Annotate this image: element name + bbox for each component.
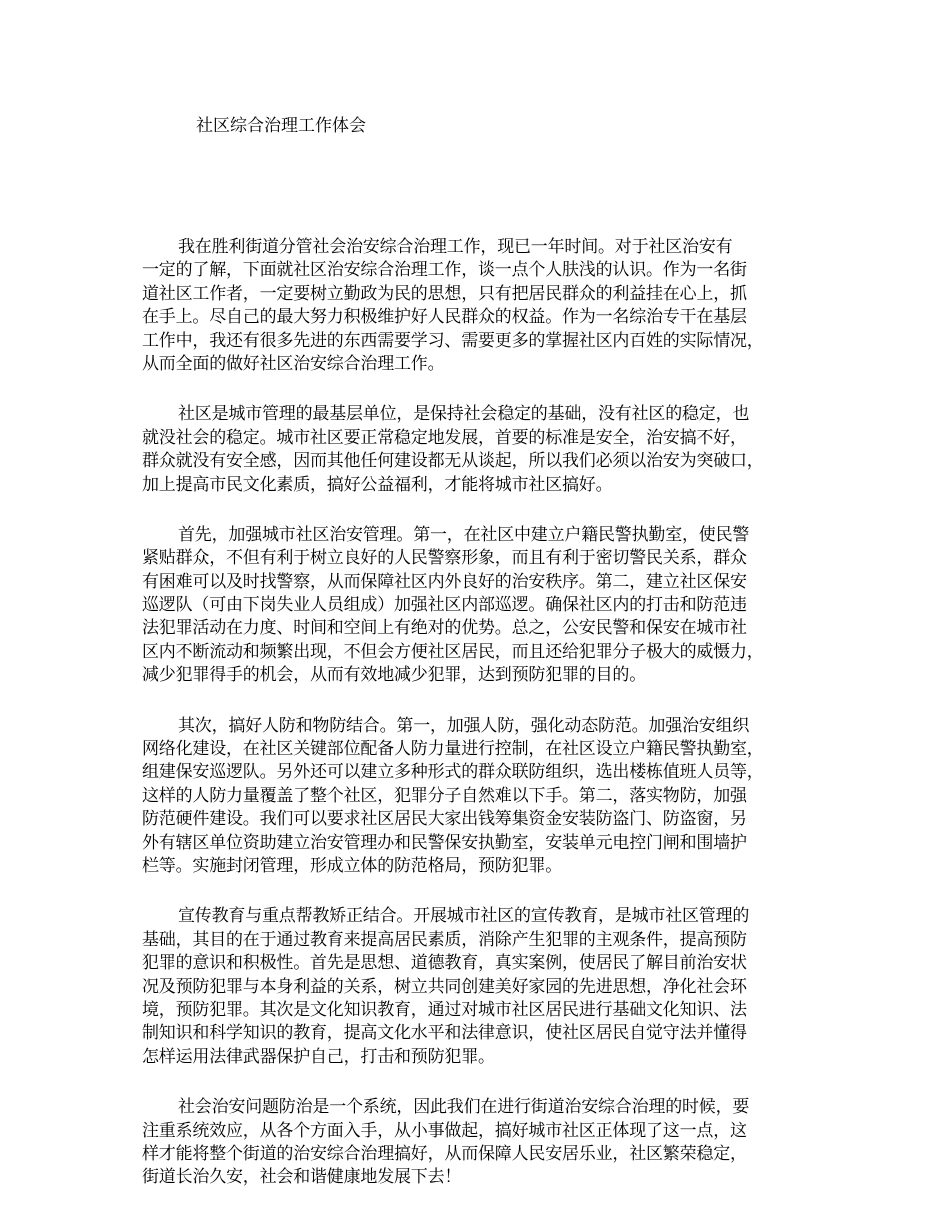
paragraph-line: 注重系统效应，从各个方面入手，从小事做起，搞好城市社区正体现了这一点，这 (142, 1120, 747, 1141)
paragraph-line: 群众就没有安全感，因而其他任何建设都无从谈起，所以我们必须以治安为突破口， (142, 451, 764, 472)
paragraph-1 (142, 236, 822, 376)
document-body (142, 236, 822, 1217)
paragraph-line: 巡逻队（可由下岗失业人员组成）加强社区内部巡逻。确保社区内的打击和防范违 (142, 595, 747, 616)
paragraph-4 (142, 715, 822, 879)
paragraph-line: 网络化建设，在社区关键部位配备人防力量进行控制，在社区设立户籍民警执勤室， (142, 739, 764, 760)
paragraph-line: 道社区工作者，一定要树立勤政为民的思想，只有把居民群众的利益挂在心上，抓 (142, 283, 747, 304)
paragraph-line: 在手上。尽自己的最大努力积极维护好人民群众的权益。作为一名综治专干在基层 (142, 307, 747, 328)
paragraph-line: 境，预防犯罪。其次是文化知识教育，通过对城市社区居民进行基础文化知识、法 (142, 999, 747, 1020)
paragraph-line: 社会治安问题防治是一个系统，因此我们在进行街道治安综合治理的时候，要 (178, 1097, 750, 1118)
paragraph-line: 减少犯罪得手的机会，从而有效地减少犯罪，达到预防犯罪的目的。 (142, 665, 646, 686)
paragraph-line: 况及预防犯罪与本身利益的关系，树立共同创建美好家园的先进思想，净化社会环 (142, 976, 747, 997)
paragraph-2 (142, 403, 822, 497)
paragraph-line: 就没社会的稳定。城市社区要正常稳定地发展，首要的标准是安全，治安搞不好， (142, 427, 747, 448)
paragraph-6 (142, 1096, 822, 1190)
paragraph-line: 社区是城市管理的最基层单位，是保持社会稳定的基础，没有社区的稳定，也 (178, 404, 750, 425)
paragraph-line: 我在胜利街道分管社会治安综合治理工作，现已一年时间。对于社区治安有 (178, 237, 733, 257)
paragraph-line: 区内不断流动和频繁出现，不但会方便社区居民，而且还给犯罪分子极大的威慑力， (142, 641, 764, 662)
paragraph-line: 怎样运用法律武器保护自己，打击和预防犯罪。 (142, 1046, 495, 1067)
paragraph-line: 这样的人防力量覆盖了整个社区，犯罪分子自然难以下手。第二，落实物防，加强 (142, 785, 747, 806)
paragraph-line: 有困难可以及时找警察，从而保障社区内外良好的治安秩序。第二，建立社区保安 (142, 571, 747, 592)
paragraph-3 (142, 524, 822, 688)
paragraph-line: 犯罪的意识和积极性。首先是思想、道德教育，真实案例，使居民了解目前治安状 (142, 953, 747, 974)
paragraph-line: 法犯罪活动在力度、时间和空间上有绝对的优势。总之，公安民警和保安在城市社 (142, 618, 747, 639)
paragraph-5 (142, 905, 822, 1069)
paragraph-line: 外有辖区单位资助建立治安管理办和民警保安执勤室，安装单元电控门闸和围墙护 (142, 832, 747, 853)
paragraph-line: 制知识和科学知识的教育，提高文化水平和法律意识，使社区居民自觉守法并懂得 (142, 1023, 747, 1044)
paragraph-line: 工作中，我还有很多先进的东西需要学习、需要更多的掌握社区内百姓的实际情况， (142, 330, 764, 351)
paragraph-line: 宣传教育与重点帮教矫正结合。开展城市社区的宣传教育，是城市社区管理的 (178, 906, 750, 927)
paragraph-line: 首先，加强城市社区治安管理。第一，在社区中建立户籍民警执勤室，使民警 (178, 524, 750, 545)
paragraph-line: 一定的了解，下面就社区治安综合治理工作，谈一点个人肤浅的认识。作为一名街 (142, 260, 747, 281)
paragraph-line: 街道长治久安，社会和谐健康地发展下去！ (142, 1167, 462, 1188)
paragraph-line: 样才能将整个街道的治安综合治理搞好，从而保障人民安居乐业，社区繁荣稳定， (142, 1143, 747, 1164)
paragraph-line: 栏等。实施封闭管理，形成立体的防范格局，预防犯罪。 (142, 855, 562, 876)
paragraph-line: 其次，搞好人防和物防结合。第一，加强人防，强化动态防范。加强治安组织 (178, 715, 750, 736)
paragraph-line: 基础，其目的在于通过教育来提高居民素质，消除产生犯罪的主观条件，提高预防 (142, 929, 747, 950)
paragraph-line: 加上提高市民文化素质，搞好公益福利，才能将城市社区搞好。 (142, 474, 613, 495)
paragraph-line: 防范硬件建设。我们可以要求社区居民大家出钱筹集资金安装防盗门、防盗窗，另 (142, 809, 747, 830)
paragraph-line: 组建保安巡逻队。另外还可以建立多种形式的群众联防组织，选出楼栋值班人员等， (142, 762, 764, 783)
paragraph-line: 从而全面的做好社区治安综合治理工作。 (142, 353, 445, 374)
document-title: 社区综合治理工作体会 (196, 116, 366, 136)
paragraph-line: 紧贴群众，不但有利于树立良好的人民警察形象，而且有利于密切警民关系，群众 (142, 548, 747, 569)
